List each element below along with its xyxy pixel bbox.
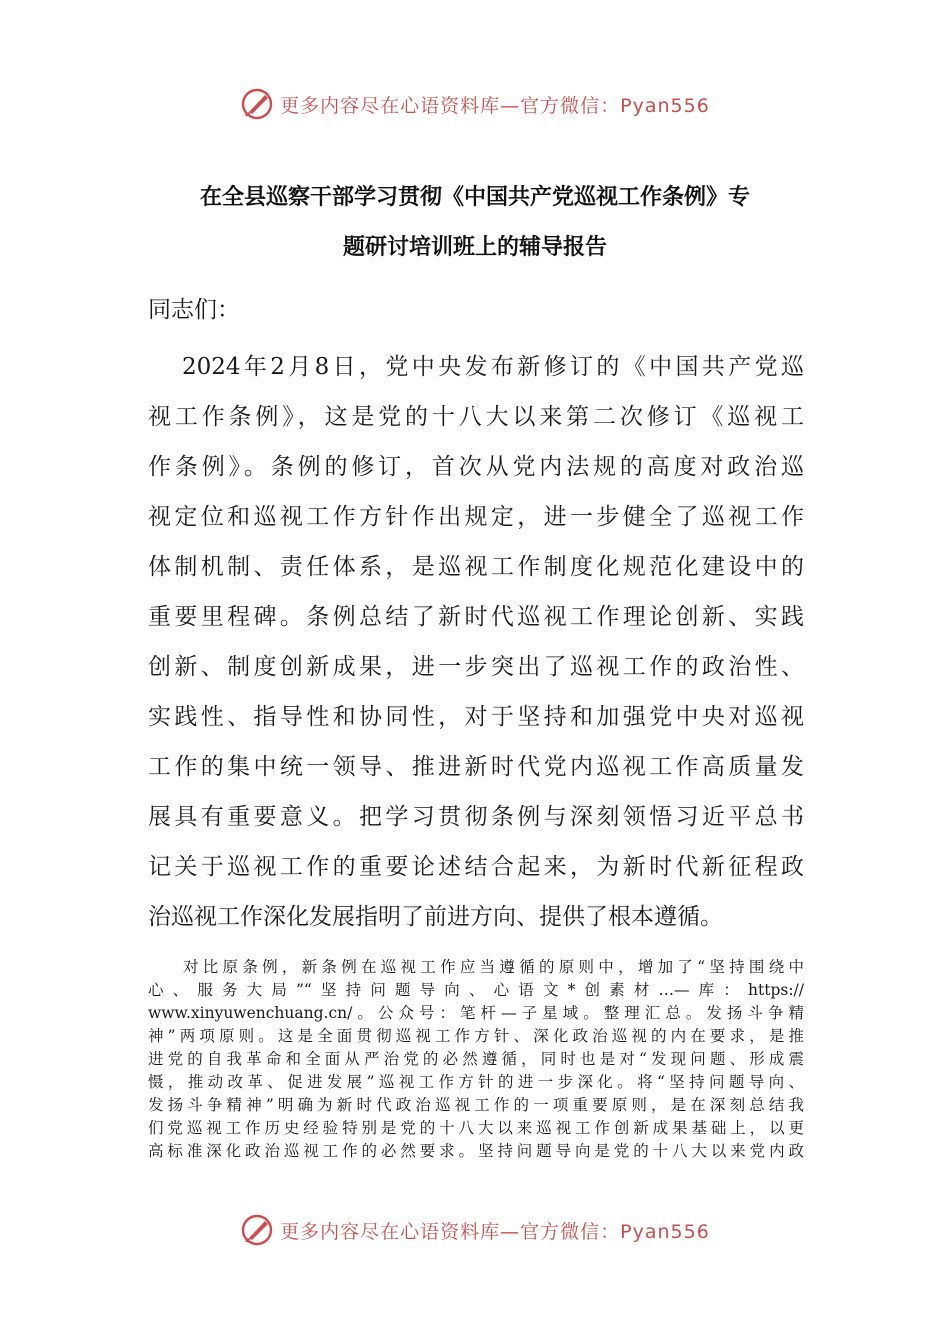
paragraph-line: www.xinyuwenchuang.cn/。公众号：笔杆—子星域。整理汇总。发扬斗争精 <box>148 1004 804 1022</box>
paragraph-line: 视定位和巡视工作方针作出规定，进一步健全了巡视工作 <box>148 504 804 530</box>
document-title-line-2: 题研讨培训班上的辅导报告 <box>342 235 607 260</box>
footer-watermark <box>0 1210 950 1250</box>
paragraph-line: 重要里程碑。条例总结了新时代巡视工作理论创新、实践 <box>148 604 804 630</box>
watermark-text: 更多内容尽在心语资料库—官方微信：Pyan556 <box>280 1220 710 1243</box>
paragraph-line: 对比原条例，新条例在巡视工作应当遵循的原则中，增加了“坚持围绕中 <box>183 958 804 976</box>
watermark-text: 更多内容尽在心语资料库—官方微信：Pyan556 <box>280 94 710 117</box>
paragraph-line: 高标准深化政治巡视工作的必然要求。坚持问题导向是党的十八大以来党内政 <box>148 1142 804 1160</box>
paragraph-line: 进党的自我革命和全面从严治党的必然遵循，同时也是对“发现问题、形成震 <box>148 1050 804 1068</box>
document-title-line-1: 在全县巡察干部学习贯彻《中国共产党巡视工作条例》专 <box>199 185 750 210</box>
paragraph-line: 记关于巡视工作的重要论述结合起来，为新时代新征程政 <box>148 854 804 880</box>
paragraph-line: 展具有重要意义。把学习贯彻条例与深刻领悟习近平总书 <box>148 804 804 830</box>
paragraph-line: 2024年2月8日，党中央发布新修订的《中国共产党巡 <box>182 354 804 380</box>
paragraph-line: 视工作条例》，这是党的十八大以来第二次修订《巡视工 <box>148 404 804 430</box>
paragraph-line: 治巡视工作深化发展指明了前进方向、提供了根本遵循。 <box>148 904 723 930</box>
pen-logo-icon <box>240 1213 274 1247</box>
paragraph-line: 慑，推动改革、促进发展”巡视工作方针的进一步深化。将“坚持问题导向、 <box>148 1073 804 1091</box>
paragraph-line: 们党巡视工作历史经验特别是党的十八大以来巡视工作创新成果基础上，以更 <box>148 1119 804 1137</box>
paragraph-line: 作条例》。条例的修订，首次从党内法规的高度对政治巡 <box>148 454 804 480</box>
paragraph-line: 神”两项原则。这是全面贯彻巡视工作方针、深化政治巡视的内在要求，是推 <box>148 1027 804 1045</box>
paragraph-line: 创新、制度创新成果，进一步突出了巡视工作的政治性、 <box>148 654 804 680</box>
paragraph-line: 实践性、指导性和协同性，对于坚持和加强党中央对巡视 <box>148 704 804 730</box>
pen-logo-icon <box>240 87 274 121</box>
paragraph-line: 发扬斗争精神”明确为新时代政治巡视工作的一项重要原则，是在深刻总结我 <box>148 1096 804 1114</box>
paragraph-line: 工作的集中统一领导、推进新时代党内巡视工作高质量发 <box>148 754 804 780</box>
greeting: 同志们： <box>148 297 240 323</box>
paragraph-line: 体制机制、责任体系，是巡视工作制度化规范化建设中的 <box>148 554 804 580</box>
paragraph-line: 心、服务大局”“坚持问题导向、心语文*创素材…—库：https:// <box>148 981 804 999</box>
header-watermark <box>0 84 950 124</box>
